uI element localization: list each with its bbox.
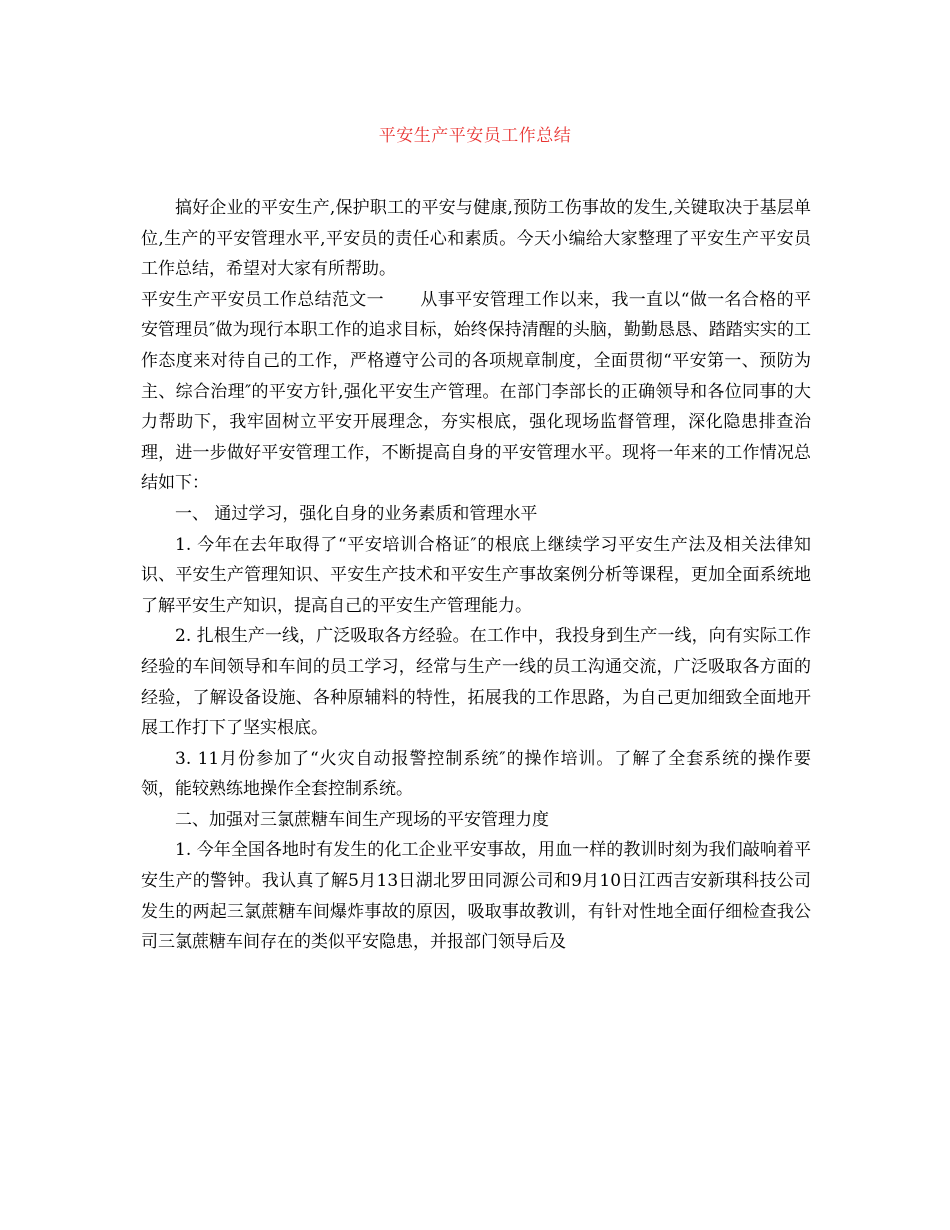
list-item-1-2: 2. 扎根生产一线，广泛吸取各方经验。在工作中，我投身到生产一线，向有实际工作经验的车间领导和车间的员工学习，经常与生产一线的员工沟通交流，广泛吸取各方面的经验，了解设备设施、各种原辅料的特性，拓展我的工作思路，为自己更加细致全面地开展工作打下了坚实根底。 [141,626,811,739]
document-body [141,193,811,958]
intro-paragraph: 搞好企业的平安生产,保护职工的平安与健康,预防工伤事故的发生,关键取决于基层单位,生产的平安管理水平,平安员的责任心和素质。今天小编给大家整理了平安生产平安员工作总结，希望对大家有所帮助。 [141,198,811,280]
section-heading-two: 二、加强对三氯蔗糖车间生产现场的平安管理力度 [175,809,549,830]
document-title: 平安生产平安员工作总结 [378,126,572,146]
section-heading-one: 一、 通过学习，强化自身的业务素质和管理水平 [175,503,538,524]
list-item-2-1: 1. 今年全国各地时有发生的化工企业平安事故，用血一样的教训时刻为我们敲响着平安生产的警钟。我认真了解5月13日湖北罗田同源公司和9月10日江西吉安新琪科技公司发生的两起三氯蔗糖车间爆炸事故的原因，吸取事故教训，有针对性地全面仔细检查我公司三氯蔗糖车间存在的类似平安隐患，并报部门领导后及 [141,840,811,953]
sample-one-heading: 平安生产平安员工作总结范文一 [141,289,385,310]
list-item-1-3: 3. 11月份参加了“火灾自动报警控制系统″的操作培训。了解了全套系统的操作要领，能较熟练地操作全套控制系统。 [141,748,811,800]
list-item-1-1: 1. 今年在去年取得了“平安培训合格证″的根底上继续学习平安生产法及相关法律知识、平安生产管理知识、平安生产技术和平安生产事故案例分析等课程，更加全面系统地了解平安生产知识，提高自己的平安生产管理能力。 [141,534,811,616]
sample-one-paragraph [141,285,811,499]
sample-one-text: 从事平安管理工作以来，我一直以“做一名合格的平安管理员″做为现行本职工作的追求目标，始终保持清醒的头脑，勤勤恳恳、踏踏实实的工作态度来对待自己的工作，严格遵守公司的各项规章制度，全面贯彻“平安第一、预防为主、综合治理″的平安方针,强化平安生产管理。在部门李部长的正确领导和各位同事的大力帮助下，我牢固树立平安开展理念，夯实根底，强化现场监督管理，深化隐患排查治理，进一步做好平安管理工作，不断提高自身的平安管理水平。现将一年来的工作情况总结如下： [141,289,811,494]
